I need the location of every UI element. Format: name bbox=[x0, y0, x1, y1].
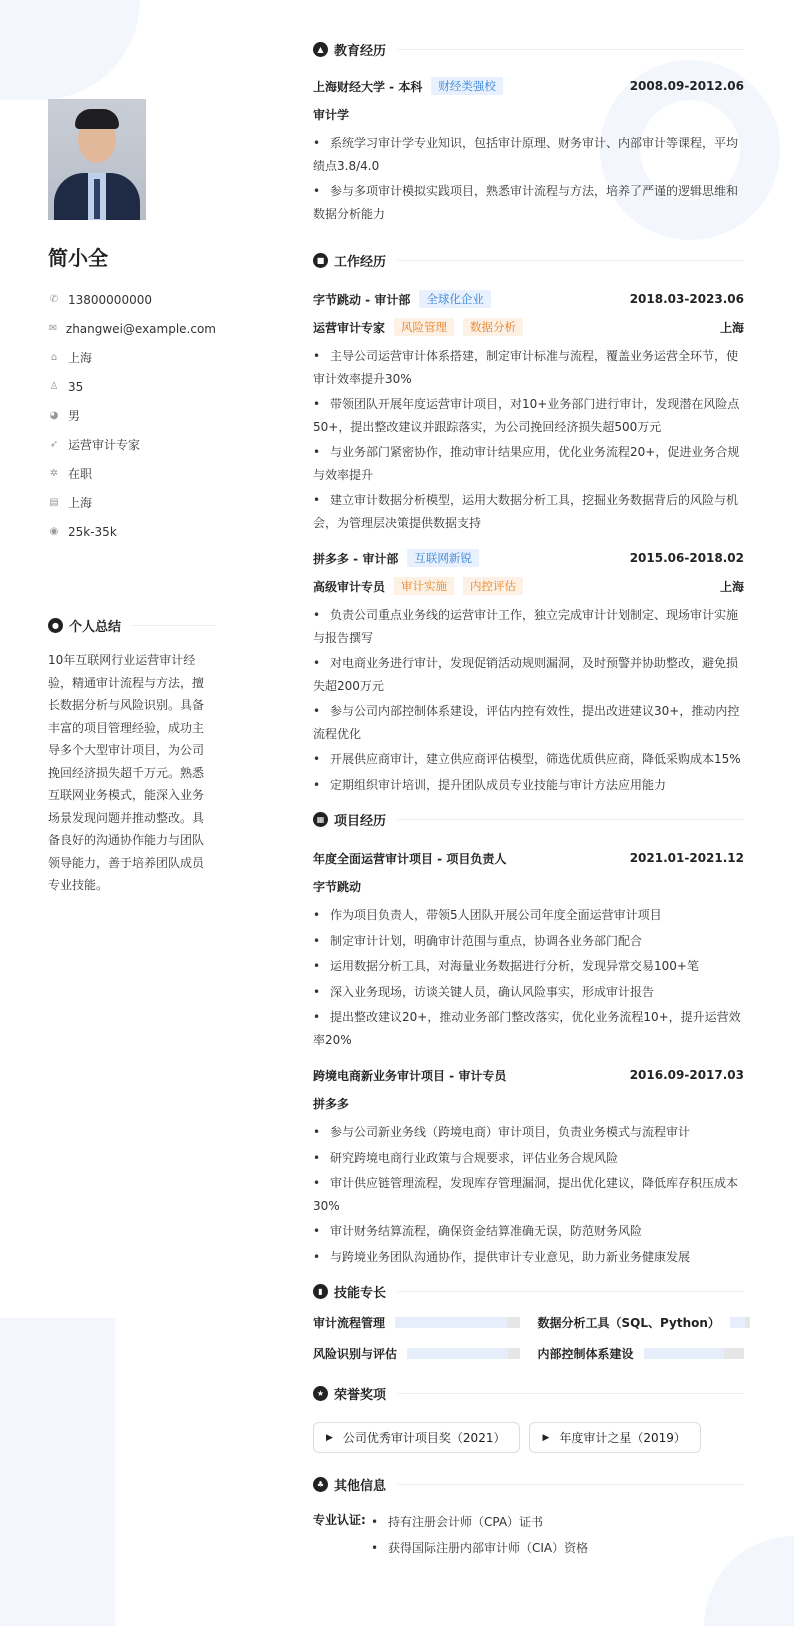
bullet-item: • 定期组织审计培训，提升团队成员专业技能与审计方法应用能力 bbox=[313, 774, 744, 797]
status-icon: ✲ bbox=[49, 468, 59, 479]
bullet-item: • 参与公司新业务线（跨境电商）审计项目，负责业务模式与流程审计 bbox=[313, 1121, 744, 1144]
school-tag: 财经类强校 bbox=[431, 77, 503, 95]
project-name: 跨境电商新业务审计项目 - 审计专员 bbox=[313, 1068, 507, 1083]
project-entry bbox=[313, 1065, 744, 1268]
gender-icon: ◕ bbox=[49, 410, 59, 421]
info-text: 13800000000 bbox=[68, 292, 152, 307]
info-item bbox=[48, 285, 216, 314]
skill-tag: 数据分析 bbox=[463, 318, 523, 336]
contact-info bbox=[48, 285, 216, 546]
awards-heading bbox=[313, 1384, 744, 1402]
bullet-item: • 建立审计数据分析模型，运用大数据分析工具，挖掘业务数据背后的风险与机会，为管理层决策提供数据支持 bbox=[313, 489, 744, 534]
triangle-right-icon: ▶ bbox=[542, 1432, 550, 1443]
bullet-item: • 持有注册会计师（CPA）证书 bbox=[371, 1511, 588, 1534]
company: 拼多多 - 审计部 bbox=[313, 551, 399, 566]
info-item bbox=[48, 314, 216, 343]
sidebar bbox=[48, 99, 216, 897]
job-date: 2018.03-2023.06 bbox=[629, 292, 744, 306]
section-title: 项目经历 bbox=[334, 813, 387, 829]
info-text: 35 bbox=[68, 379, 84, 394]
bullet-item: • 作为项目负责人，带领5人团队开展公司年度全面运营审计项目 bbox=[313, 904, 744, 927]
summary-title: 个人总结 bbox=[69, 620, 122, 635]
project-company: 字节跳动 bbox=[313, 879, 362, 894]
info-text: 运营审计专家 bbox=[68, 438, 141, 452]
home-icon: ⌂ bbox=[50, 352, 58, 363]
candidate-name: 简小全 bbox=[48, 246, 108, 270]
bullet-item: • 提出整改建议20+，推动业务部门整改落实，优化业务流程10+，提升运营效率20% bbox=[313, 1006, 744, 1051]
info-item bbox=[48, 343, 216, 372]
section-title: 其他信息 bbox=[334, 1478, 387, 1494]
major: 审计学 bbox=[313, 107, 350, 122]
bullet-item: • 开展供应商审计，建立供应商评估模型，筛选优质供应商，降低采购成本15% bbox=[313, 748, 744, 771]
info-text: 25k-35k bbox=[68, 524, 117, 539]
briefcase-icon: ■ bbox=[313, 253, 328, 268]
skill-name: 内部控制体系建设 bbox=[537, 1347, 634, 1361]
project-company: 拼多多 bbox=[313, 1096, 350, 1111]
skills-heading bbox=[313, 1282, 744, 1300]
skill-tag: 内控评估 bbox=[463, 577, 523, 595]
summary-heading bbox=[48, 616, 216, 635]
main-content bbox=[313, 40, 744, 1562]
company-tag: 互联网新锐 bbox=[407, 549, 479, 567]
decor-circle bbox=[0, 0, 140, 100]
role: 运营审计专家 bbox=[313, 320, 386, 335]
bullet-item: • 负责公司重点业务线的运营审计工作，独立完成审计计划制定、现场审计实施与报告撰写 bbox=[313, 604, 744, 649]
skill-level-bar bbox=[407, 1348, 519, 1359]
phone-icon: ✆ bbox=[49, 294, 59, 305]
skill-item bbox=[313, 1314, 520, 1331]
job-city: 上海 bbox=[719, 579, 744, 594]
other-heading bbox=[313, 1475, 744, 1493]
company-tag: 全球化企业 bbox=[419, 290, 491, 308]
info-item bbox=[48, 372, 216, 401]
info-item bbox=[48, 488, 216, 517]
skill-level-bar bbox=[395, 1317, 519, 1328]
school: 上海财经大学 - 本科 bbox=[313, 79, 423, 94]
skill-item bbox=[538, 1345, 745, 1362]
award-item bbox=[313, 1422, 520, 1453]
project-date: 2016.09-2017.03 bbox=[629, 1068, 744, 1082]
skill-level-bar bbox=[730, 1317, 750, 1328]
skill-tag: 审计实施 bbox=[394, 577, 454, 595]
bullet-item: • 运用数据分析工具，对海量业务数据进行分析，发现异常交易100+笔 bbox=[313, 955, 744, 978]
summary-text: 10年互联网行业运营审计经验，精通审计流程与方法，擅长数据分析与风险识别。具备丰富的项目管理经验，成功主导多个大型审计项目，为公司挽回经济损失超千万元。熟悉互联网业务模式，能深入业务场景发现问题并推动整改。具备良好的沟通协作能力与团队领导能力，善于培养团队成员专业技能。 bbox=[48, 653, 205, 892]
send-icon: ➶ bbox=[49, 439, 59, 450]
skill-tag: 风险管理 bbox=[394, 318, 454, 336]
cert-label: 专业认证: bbox=[313, 1513, 366, 1527]
bullet-item: • 系统学习审计学专业知识，包括审计原理、财务审计、内部审计等课程，平均绩点3.8/4.0 bbox=[313, 132, 744, 177]
project-name: 年度全面运营审计项目 - 项目负责人 bbox=[313, 851, 507, 866]
bullet-item: • 带领团队开展年度运营审计项目，对10+业务部门进行审计，发现潜在风险点50+，提出整改建议并跟踪落实，为公司挽回经济损失超500万元 bbox=[313, 393, 744, 438]
edu-date: 2008.09-2012.06 bbox=[629, 79, 744, 93]
bullet-item: • 主导公司运营审计体系搭建，制定审计标准与流程，覆盖业务运营全环节，使审计效率提升30% bbox=[313, 345, 744, 390]
skill-level-bar bbox=[644, 1348, 744, 1359]
skill-name: 审计流程管理 bbox=[313, 1316, 386, 1330]
project-date: 2021.01-2021.12 bbox=[629, 851, 744, 865]
section-title: 工作经历 bbox=[334, 254, 387, 270]
bullet-item: • 制定审计计划，明确审计范围与重点，协调各业务部门配合 bbox=[313, 930, 744, 953]
triangle-right-icon: ▶ bbox=[326, 1432, 333, 1443]
bullet-item: • 与业务部门紧密协作，推动审计结果应用，优化业务流程20+，促进业务合规与效率提升 bbox=[313, 441, 744, 486]
award-text: 公司优秀审计项目奖（2021） bbox=[342, 1431, 506, 1445]
age-icon: ♙ bbox=[49, 381, 59, 392]
mail-icon: ✉ bbox=[48, 323, 58, 334]
graduation-cap-icon: ▲ bbox=[313, 42, 328, 57]
skill-item bbox=[313, 1345, 520, 1362]
skill-name: 风险识别与评估 bbox=[313, 1347, 398, 1361]
chart-icon: ▮ bbox=[313, 1284, 328, 1299]
bullet-item: • 深入业务现场，访谈关键人员，确认风险事实，形成审计报告 bbox=[313, 981, 744, 1004]
award-icon: ★ bbox=[313, 1386, 328, 1401]
skill-item bbox=[538, 1314, 745, 1331]
info-item bbox=[48, 517, 216, 546]
project-entry bbox=[313, 848, 744, 1051]
info-item bbox=[48, 401, 216, 430]
section-title: 荣誉奖项 bbox=[334, 1387, 387, 1403]
bullet-item: • 与跨境业务团队沟通协作，提供审计专业意见，助力新业务健康发展 bbox=[313, 1246, 744, 1269]
bullet-item: • 审计财务结算流程，确保资金结算准确无误，防范财务风险 bbox=[313, 1220, 744, 1243]
bullet-item: • 参与公司内部控制体系建设，评估内控有效性，提出改进建议30+，推动内控流程优化 bbox=[313, 700, 744, 745]
salary-icon: ◉ bbox=[49, 526, 59, 537]
projects-heading bbox=[313, 810, 744, 828]
user-icon: ● bbox=[48, 618, 63, 633]
bullet-item: • 参与多项审计模拟实践项目，熟悉审计流程与方法，培养了严谨的逻辑思维和数据分析能力 bbox=[313, 180, 744, 225]
decor-block bbox=[0, 1318, 115, 1626]
building-icon: ▤ bbox=[49, 497, 59, 508]
award-text: 年度审计之星（2019） bbox=[559, 1431, 686, 1445]
section-title: 教育经历 bbox=[334, 43, 387, 59]
info-text: 上海 bbox=[68, 351, 93, 365]
skill-name: 数据分析工具（SQL、Python） bbox=[537, 1316, 720, 1330]
avatar-photo bbox=[48, 99, 146, 220]
bullet-item: • 审计供应链管理流程，发现库存管理漏洞，提出优化建议，降低库存积压成本30% bbox=[313, 1172, 744, 1217]
info-item bbox=[48, 430, 216, 459]
bullet-item: • 获得国际注册内部审计师（CIA）资格 bbox=[371, 1537, 588, 1560]
section-title: 技能专长 bbox=[334, 1285, 387, 1301]
info-text: 上海 bbox=[68, 496, 93, 510]
job-entry bbox=[313, 289, 744, 534]
bullet-item: • 研究跨境电商行业政策与合规要求，评估业务合规风险 bbox=[313, 1147, 744, 1170]
role: 高级审计专员 bbox=[313, 579, 386, 594]
education-heading bbox=[313, 40, 744, 58]
info-text: 在职 bbox=[68, 467, 93, 481]
bullet-item: • 对电商业务进行审计，发现促销活动规则漏洞，及时预警并协助整改，避免损失超200万元 bbox=[313, 652, 744, 697]
info-icon: ♣ bbox=[313, 1477, 328, 1492]
job-entry bbox=[313, 548, 744, 796]
info-text: 男 bbox=[68, 409, 81, 423]
cert-list bbox=[371, 1511, 588, 1562]
info-text: zhangwei@example.com bbox=[65, 321, 216, 336]
work-heading bbox=[313, 251, 744, 269]
grid-icon: ▦ bbox=[313, 812, 328, 827]
job-city: 上海 bbox=[719, 320, 744, 335]
info-item bbox=[48, 459, 216, 488]
education-bullets bbox=[313, 132, 744, 225]
company: 字节跳动 - 审计部 bbox=[313, 292, 411, 307]
award-item bbox=[529, 1422, 700, 1453]
job-date: 2015.06-2018.02 bbox=[629, 551, 744, 565]
